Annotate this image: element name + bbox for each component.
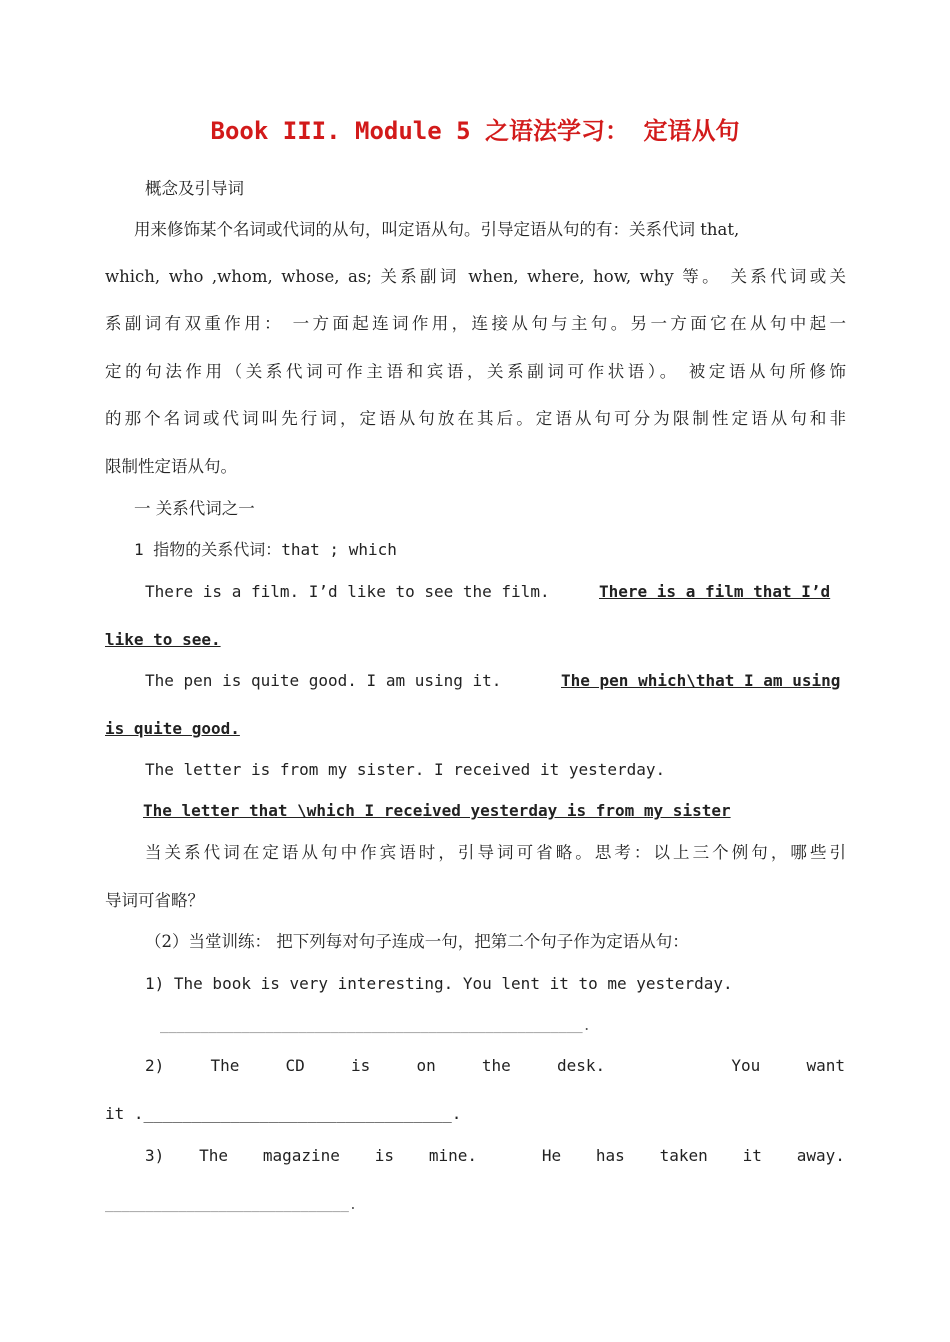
note-line: 导词可省略？ bbox=[105, 891, 204, 910]
example-2-sentences: The pen is quite good. I am using it. bbox=[145, 671, 502, 690]
question-2-word: is bbox=[351, 1056, 371, 1075]
question-2-word: CD bbox=[285, 1056, 305, 1075]
question-2-word: on bbox=[416, 1056, 436, 1075]
question-2-word: You bbox=[731, 1056, 761, 1075]
question-2 bbox=[145, 1055, 845, 1077]
question-3-word: away. bbox=[796, 1146, 845, 1165]
para-line: 系副词有双重作用： 一方面起连词作用，连接从句与主句。另一方面它在从句中起一 bbox=[105, 314, 846, 333]
para-line: 用来修饰某个名词或代词的从句，叫定语从句。引导定语从句的有：关系代词 that, bbox=[134, 220, 740, 239]
question-3-word: 3) bbox=[145, 1146, 165, 1165]
example-1-sentences: There is a film. I’d like to see the film. bbox=[145, 582, 550, 601]
para-line: 的那个名词或代词叫先行词，定语从句放在其后。定语从句可分为限制性定语从句和非 bbox=[105, 409, 846, 428]
question-2-word: The bbox=[210, 1056, 240, 1075]
question-3-word: The bbox=[199, 1146, 228, 1165]
example-2-answer-cont: is quite good. bbox=[105, 719, 240, 738]
example-2-answer: The pen which\that I am using bbox=[561, 671, 841, 690]
example-3-sentences: The letter is from my sister. I received it yesterday. bbox=[145, 760, 666, 779]
section-heading-relative-pronouns: 一 关系代词之一 bbox=[134, 499, 255, 518]
question-3-word: taken bbox=[659, 1146, 708, 1165]
question-2-word: the bbox=[481, 1056, 511, 1075]
practice-heading: （2）当堂训练： 把下列每对句子连成一句，把第二个句子作为定语从句： bbox=[145, 932, 689, 951]
section-heading-concept: 概念及引导词 bbox=[145, 179, 244, 198]
note-line: 当关系代词在定语从句中作宾语时，引导词可省略。思考：以上三个例句，哪些引 bbox=[145, 843, 846, 862]
para-line: 限制性定语从句。 bbox=[105, 457, 237, 476]
question-3-word: it bbox=[742, 1146, 762, 1165]
question-3-word: is bbox=[374, 1146, 394, 1165]
question-2-word: desk. bbox=[557, 1056, 606, 1075]
para-line: which, who ,whom, whose, as; 关系副词 when, where, how, why 等。 关系代词或关 bbox=[105, 267, 846, 286]
question-2-word: want bbox=[806, 1056, 845, 1075]
question-3 bbox=[145, 1145, 845, 1167]
question-3-word: mine. bbox=[428, 1146, 477, 1165]
question-3-word: He bbox=[541, 1146, 562, 1165]
example-1-answer: There is a film that I’d bbox=[599, 582, 831, 601]
answer-blank-3[interactable]: ______________________________. bbox=[105, 1197, 357, 1213]
para-line: 定的句法作用（关系代词可作主语和宾语，关系副词可作状语）。 被定语从句所修饰 bbox=[105, 362, 846, 381]
answer-blank-2[interactable]: it .________________________________. bbox=[105, 1104, 462, 1123]
subheading-thing-pronouns: 1 指物的关系代词：that ; which bbox=[134, 540, 397, 559]
question-3-word: magazine bbox=[262, 1146, 340, 1165]
question-3-word: has bbox=[595, 1146, 625, 1165]
example-3-answer: The letter that \which I received yesterday is from my sister bbox=[143, 801, 731, 820]
example-1-answer-cont: like to see. bbox=[105, 630, 221, 649]
answer-blank-1[interactable]: ____________________________________________________. bbox=[160, 1018, 591, 1034]
page-title: Book III. Module 5 之语法学习： 定语从句 bbox=[210, 117, 740, 145]
question-1: 1) The book is very interesting. You lent it to me yesterday. bbox=[145, 974, 733, 993]
question-2-word: 2) bbox=[145, 1056, 165, 1075]
